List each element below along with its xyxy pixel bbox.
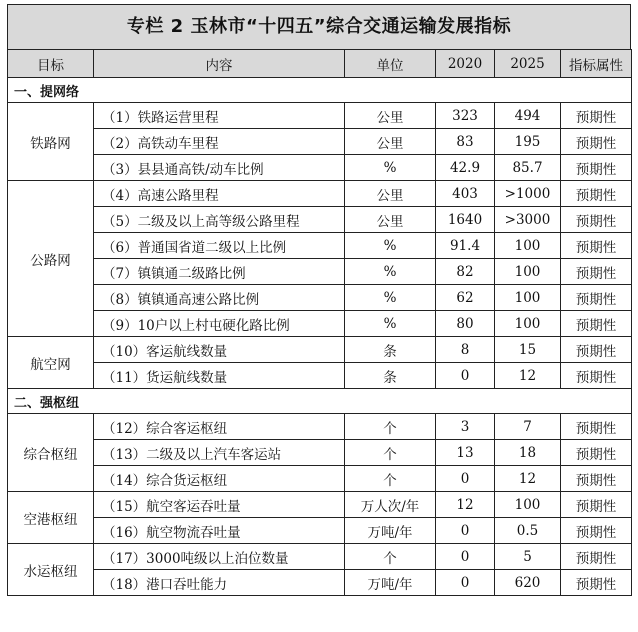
item-unit: 公里: [345, 129, 436, 155]
item-2020: 80: [436, 311, 495, 337]
item-2020: 62: [436, 285, 495, 311]
item-unit: 公里: [345, 181, 436, 207]
item-2025: 100: [495, 285, 561, 311]
indicator-table-panel: [7, 4, 631, 596]
item-name: （8）镇镇通高速公路比例: [94, 285, 345, 311]
item-2025: 620: [495, 570, 561, 596]
section-label: 一、提网络: [8, 78, 632, 103]
table-row: [8, 570, 632, 596]
item-2025: 85.7: [495, 155, 561, 181]
item-name: （7）镇镇通二级路比例: [94, 259, 345, 285]
item-2025: 100: [495, 233, 561, 259]
item-2020: 0: [436, 466, 495, 492]
item-attribute: 预期性: [561, 363, 632, 389]
item-unit: 个: [345, 440, 436, 466]
item-2020: 8: [436, 337, 495, 363]
item-unit: 个: [345, 466, 436, 492]
item-2025: 100: [495, 492, 561, 518]
item-unit: %: [345, 233, 436, 259]
header-2025: 2025: [495, 50, 561, 78]
table-row: [8, 311, 632, 337]
item-unit: 万人次/年: [345, 492, 436, 518]
item-attribute: 预期性: [561, 518, 632, 544]
item-name: （3）县县通高铁/动车比例: [94, 155, 345, 181]
item-unit: 个: [345, 544, 436, 570]
item-attribute: 预期性: [561, 259, 632, 285]
indicator-table: [7, 49, 632, 596]
header-row: [8, 50, 632, 78]
table-row: [8, 259, 632, 285]
item-name: （13）二级及以上汽车客运站: [94, 440, 345, 466]
item-unit: 公里: [345, 207, 436, 233]
item-unit: 个: [345, 414, 436, 440]
item-2020: 91.4: [436, 233, 495, 259]
item-attribute: 预期性: [561, 440, 632, 466]
item-attribute: 预期性: [561, 544, 632, 570]
item-name: （15）航空客运吞吐量: [94, 492, 345, 518]
item-2020: 82: [436, 259, 495, 285]
item-2025: 12: [495, 466, 561, 492]
item-name: （12）综合客运枢纽: [94, 414, 345, 440]
item-name: （10）客运航线数量: [94, 337, 345, 363]
item-name: （11）货运航线数量: [94, 363, 345, 389]
item-2020: 0: [436, 363, 495, 389]
section-label: 二、强枢纽: [8, 389, 632, 414]
table-row: [8, 285, 632, 311]
header-unit: 单位: [345, 50, 436, 78]
table-row: [8, 129, 632, 155]
item-name: （16）航空物流吞吐量: [94, 518, 345, 544]
item-attribute: 预期性: [561, 233, 632, 259]
header-2020: 2020: [436, 50, 495, 78]
header-target: 目标: [8, 50, 94, 78]
item-attribute: 预期性: [561, 285, 632, 311]
table-row: [8, 155, 632, 181]
item-2025: 5: [495, 544, 561, 570]
item-attribute: 预期性: [561, 129, 632, 155]
item-2020: 0: [436, 518, 495, 544]
item-unit: 条: [345, 363, 436, 389]
item-unit: 万吨/年: [345, 518, 436, 544]
item-name: （4）高速公路里程: [94, 181, 345, 207]
header-attribute: 指标属性: [561, 50, 632, 78]
item-2020: 3: [436, 414, 495, 440]
item-2025: >1000: [495, 181, 561, 207]
category-cell: 公路网: [8, 181, 94, 337]
category-cell: 综合枢纽: [8, 414, 94, 492]
item-attribute: 预期性: [561, 181, 632, 207]
item-name: （9）10户以上村屯硬化路比例: [94, 311, 345, 337]
item-unit: %: [345, 259, 436, 285]
item-2020: 12: [436, 492, 495, 518]
item-name: （6）普通国省道二级以上比例: [94, 233, 345, 259]
item-2025: 18: [495, 440, 561, 466]
category-cell: 水运枢纽: [8, 544, 94, 596]
table-row: [8, 363, 632, 389]
item-2025: 494: [495, 103, 561, 129]
item-attribute: 预期性: [561, 337, 632, 363]
item-unit: %: [345, 311, 436, 337]
item-2025: 195: [495, 129, 561, 155]
item-attribute: 预期性: [561, 414, 632, 440]
category-cell: 铁路网: [8, 103, 94, 181]
item-2025: >3000: [495, 207, 561, 233]
item-unit: 公里: [345, 103, 436, 129]
table-title: 专栏 2 玉林市“十四五”综合交通运输发展指标: [7, 4, 631, 49]
item-2020: 1640: [436, 207, 495, 233]
item-unit: 万吨/年: [345, 570, 436, 596]
table-row: [8, 103, 632, 129]
item-name: （2）高铁动车里程: [94, 129, 345, 155]
item-2020: 13: [436, 440, 495, 466]
section-row: [8, 389, 632, 414]
item-attribute: 预期性: [561, 207, 632, 233]
table-row: [8, 181, 632, 207]
item-2025: 100: [495, 311, 561, 337]
table-row: [8, 233, 632, 259]
table-row: [8, 518, 632, 544]
table-row: [8, 466, 632, 492]
item-name: （18）港口吞吐能力: [94, 570, 345, 596]
table-row: [8, 440, 632, 466]
item-attribute: 预期性: [561, 311, 632, 337]
item-2025: 15: [495, 337, 561, 363]
item-unit: %: [345, 155, 436, 181]
item-2025: 12: [495, 363, 561, 389]
item-2020: 42.9: [436, 155, 495, 181]
item-2020: 323: [436, 103, 495, 129]
item-2025: 7: [495, 414, 561, 440]
item-attribute: 预期性: [561, 492, 632, 518]
item-2020: 403: [436, 181, 495, 207]
item-attribute: 预期性: [561, 466, 632, 492]
item-unit: 条: [345, 337, 436, 363]
item-2020: 83: [436, 129, 495, 155]
item-2025: 0.5: [495, 518, 561, 544]
item-name: （14）综合货运枢纽: [94, 466, 345, 492]
item-2025: 100: [495, 259, 561, 285]
category-cell: 航空网: [8, 337, 94, 389]
item-attribute: 预期性: [561, 103, 632, 129]
item-name: （5）二级及以上高等级公路里程: [94, 207, 345, 233]
item-name: （17）3000吨级以上泊位数量: [94, 544, 345, 570]
table-row: [8, 544, 632, 570]
item-attribute: 预期性: [561, 155, 632, 181]
item-unit: %: [345, 285, 436, 311]
item-2020: 0: [436, 570, 495, 596]
item-attribute: 预期性: [561, 570, 632, 596]
section-row: [8, 78, 632, 103]
header-content: 内容: [94, 50, 345, 78]
item-2020: 0: [436, 544, 495, 570]
table-row: [8, 492, 632, 518]
item-name: （1）铁路运营里程: [94, 103, 345, 129]
table-row: [8, 337, 632, 363]
table-row: [8, 414, 632, 440]
table-row: [8, 207, 632, 233]
category-cell: 空港枢纽: [8, 492, 94, 544]
